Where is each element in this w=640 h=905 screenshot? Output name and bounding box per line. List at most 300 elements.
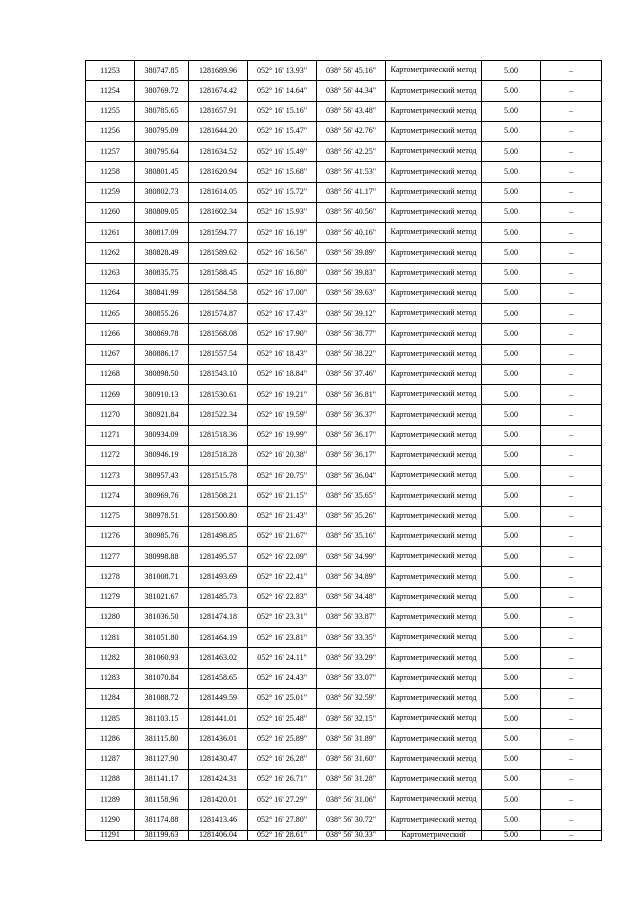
note-cell: – [541,344,602,364]
latitude-cell: 052° 16' 16.19" [248,223,317,243]
longitude-cell: 038° 56' 39.63" [317,283,386,303]
note-cell: – [541,182,602,202]
note-cell: – [541,405,602,425]
y-coordinate-cell: 1281495.57 [189,547,248,567]
y-coordinate-cell: 1281518.28 [189,445,248,465]
accuracy-cell: 5.00 [482,709,541,729]
longitude-cell: 038° 56' 39.83" [317,263,386,283]
accuracy-cell: 5.00 [482,243,541,263]
y-coordinate-cell: 1281485.73 [189,587,248,607]
y-coordinate-cell: 1281588.45 [189,263,248,283]
longitude-cell: 038° 56' 40.16" [317,223,386,243]
x-coordinate-cell: 380985.76 [135,526,189,546]
note-cell: – [541,688,602,708]
latitude-cell: 052° 16' 22.41" [248,567,317,587]
table-row [86,425,602,445]
note-cell: – [541,729,602,749]
method-cell: Картометрический метод [386,425,482,445]
y-coordinate-cell: 1281614.05 [189,182,248,202]
point-number-cell: 11278 [86,567,135,587]
y-coordinate-cell: 1281644.20 [189,121,248,141]
longitude-cell: 038° 56' 38.22" [317,344,386,364]
method-cell: Картометрический метод [386,81,482,101]
x-coordinate-cell: 380835.75 [135,263,189,283]
y-coordinate-cell: 1281689.96 [189,61,248,81]
x-coordinate-cell: 381021.67 [135,587,189,607]
longitude-cell: 038° 56' 34.89" [317,567,386,587]
note-cell: – [541,162,602,182]
latitude-cell: 052° 16' 17.90" [248,324,317,344]
longitude-cell: 038° 56' 39.89" [317,243,386,263]
method-cell: Картометрический метод [386,101,482,121]
point-number-cell: 11275 [86,506,135,526]
accuracy-cell: 5.00 [482,466,541,486]
method-cell: Картометрический метод [386,729,482,749]
method-cell: Картометрический метод [386,324,482,344]
x-coordinate-cell: 380946.19 [135,445,189,465]
latitude-cell: 052° 16' 19.21" [248,385,317,405]
x-coordinate-cell: 380969.76 [135,486,189,506]
table-row [86,385,602,405]
method-cell: Картометрический метод [386,263,482,283]
table-row [86,101,602,121]
note-cell: – [541,790,602,810]
point-number-cell: 11270 [86,405,135,425]
point-number-cell: 11276 [86,526,135,546]
y-coordinate-cell: 1281594.77 [189,223,248,243]
x-coordinate-cell: 380869.78 [135,324,189,344]
longitude-cell: 038° 56' 41.53" [317,162,386,182]
accuracy-cell: 5.00 [482,304,541,324]
table-row [86,830,602,840]
method-cell: Картометрический метод [386,466,482,486]
method-cell: Картометрический метод [386,405,482,425]
point-number-cell: 11290 [86,810,135,830]
note-cell: – [541,223,602,243]
x-coordinate-cell: 380817.09 [135,223,189,243]
table-row [86,263,602,283]
method-cell: Картометрический метод [386,749,482,769]
latitude-cell: 052° 16' 23.31" [248,607,317,627]
latitude-cell: 052° 16' 27.80" [248,810,317,830]
longitude-cell: 038° 56' 37.46" [317,364,386,384]
longitude-cell: 038° 56' 36.17" [317,445,386,465]
accuracy-cell: 5.00 [482,526,541,546]
accuracy-cell: 5.00 [482,324,541,344]
note-cell: – [541,486,602,506]
x-coordinate-cell: 380886.17 [135,344,189,364]
note-cell: – [541,142,602,162]
latitude-cell: 052° 16' 26.28" [248,749,317,769]
accuracy-cell: 5.00 [482,121,541,141]
table-row [86,749,602,769]
longitude-cell: 038° 56' 33.29" [317,648,386,668]
y-coordinate-cell: 1281500.80 [189,506,248,526]
table-row [86,81,602,101]
note-cell: – [541,628,602,648]
longitude-cell: 038° 56' 34.48" [317,587,386,607]
latitude-cell: 052° 16' 15.49" [248,142,317,162]
method-cell: Картометрический метод [386,648,482,668]
x-coordinate-cell: 380795.09 [135,121,189,141]
longitude-cell: 038° 56' 42.76" [317,121,386,141]
point-number-cell: 11281 [86,628,135,648]
accuracy-cell: 5.00 [482,101,541,121]
table-row [86,324,602,344]
note-cell: – [541,526,602,546]
longitude-cell: 038° 56' 34.99" [317,547,386,567]
accuracy-cell: 5.00 [482,790,541,810]
accuracy-cell: 5.00 [482,142,541,162]
y-coordinate-cell: 1281458.65 [189,668,248,688]
y-coordinate-cell: 1281568.08 [189,324,248,344]
x-coordinate-cell: 381051.80 [135,628,189,648]
note-cell: – [541,364,602,384]
longitude-cell: 038° 56' 33.87" [317,607,386,627]
point-number-cell: 11257 [86,142,135,162]
accuracy-cell: 5.00 [482,425,541,445]
table-row [86,688,602,708]
x-coordinate-cell: 381158.96 [135,790,189,810]
y-coordinate-cell: 1281620.94 [189,162,248,182]
accuracy-cell: 5.00 [482,81,541,101]
y-coordinate-cell: 1281430.47 [189,749,248,769]
longitude-cell: 038° 56' 36.37" [317,405,386,425]
accuracy-cell: 5.00 [482,405,541,425]
note-cell: – [541,61,602,81]
accuracy-cell: 5.00 [482,506,541,526]
accuracy-cell: 5.00 [482,182,541,202]
latitude-cell: 052° 16' 19.99" [248,425,317,445]
point-number-cell: 11286 [86,729,135,749]
y-coordinate-cell: 1281449.59 [189,688,248,708]
y-coordinate-cell: 1281518.36 [189,425,248,445]
method-cell: Картометрический метод [386,243,482,263]
point-number-cell: 11265 [86,304,135,324]
table-row [86,628,602,648]
point-number-cell: 11264 [86,283,135,303]
accuracy-cell: 5.00 [482,223,541,243]
method-cell: Картометрический метод [386,142,482,162]
latitude-cell: 052° 16' 16.80" [248,263,317,283]
latitude-cell: 052° 16' 22.09" [248,547,317,567]
accuracy-cell: 5.00 [482,830,541,840]
y-coordinate-cell: 1281522.34 [189,405,248,425]
point-number-cell: 11256 [86,121,135,141]
latitude-cell: 052° 16' 24.11" [248,648,317,668]
latitude-cell: 052° 16' 17.00" [248,283,317,303]
point-number-cell: 11271 [86,425,135,445]
accuracy-cell: 5.00 [482,385,541,405]
method-cell: Картометрический [386,830,482,840]
y-coordinate-cell: 1281557.54 [189,344,248,364]
x-coordinate-cell: 381115.80 [135,729,189,749]
table-row [86,142,602,162]
method-cell: Картометрический метод [386,162,482,182]
x-coordinate-cell: 380957.43 [135,466,189,486]
note-cell: – [541,385,602,405]
table-row [86,405,602,425]
point-number-cell: 11255 [86,101,135,121]
method-cell: Картометрический метод [386,506,482,526]
latitude-cell: 052° 16' 15.72" [248,182,317,202]
note-cell: – [541,607,602,627]
x-coordinate-cell: 381174.88 [135,810,189,830]
point-number-cell: 11277 [86,547,135,567]
note-cell: – [541,324,602,344]
longitude-cell: 038° 56' 30.33" [317,830,386,840]
latitude-cell: 052° 16' 25.01" [248,688,317,708]
point-number-cell: 11285 [86,709,135,729]
method-cell: Картометрический метод [386,587,482,607]
y-coordinate-cell: 1281436.01 [189,729,248,749]
point-number-cell: 11263 [86,263,135,283]
note-cell: – [541,587,602,607]
longitude-cell: 038° 56' 40.56" [317,202,386,222]
table-row [86,567,602,587]
table-row [86,466,602,486]
latitude-cell: 052° 16' 15.16" [248,101,317,121]
table-row [86,304,602,324]
method-cell: Картометрический метод [386,810,482,830]
longitude-cell: 038° 56' 33.35" [317,628,386,648]
point-number-cell: 11259 [86,182,135,202]
accuracy-cell: 5.00 [482,547,541,567]
note-cell: – [541,304,602,324]
y-coordinate-cell: 1281584.58 [189,283,248,303]
latitude-cell: 052° 16' 28.61" [248,830,317,840]
x-coordinate-cell: 381036.50 [135,607,189,627]
method-cell: Картометрический метод [386,688,482,708]
table-row [86,769,602,789]
accuracy-cell: 5.00 [482,607,541,627]
x-coordinate-cell: 381088.72 [135,688,189,708]
latitude-cell: 052° 16' 27.29" [248,790,317,810]
y-coordinate-cell: 1281406.04 [189,830,248,840]
note-cell: – [541,425,602,445]
accuracy-cell: 5.00 [482,628,541,648]
table-row [86,810,602,830]
longitude-cell: 038° 56' 35.16" [317,526,386,546]
accuracy-cell: 5.00 [482,162,541,182]
longitude-cell: 038° 56' 32.59" [317,688,386,708]
point-number-cell: 11266 [86,324,135,344]
note-cell: – [541,830,602,840]
coordinates-table [85,60,602,841]
note-cell: – [541,283,602,303]
table-row [86,162,602,182]
x-coordinate-cell: 381008.71 [135,567,189,587]
note-cell: – [541,121,602,141]
note-cell: – [541,243,602,263]
y-coordinate-cell: 1281498.85 [189,526,248,546]
table-row [86,61,602,81]
latitude-cell: 052° 16' 21.15" [248,486,317,506]
accuracy-cell: 5.00 [482,587,541,607]
x-coordinate-cell: 380978.51 [135,506,189,526]
latitude-cell: 052° 16' 17.43" [248,304,317,324]
note-cell: – [541,668,602,688]
y-coordinate-cell: 1281574.87 [189,304,248,324]
latitude-cell: 052° 16' 18.84" [248,364,317,384]
longitude-cell: 038° 56' 36.81" [317,385,386,405]
method-cell: Картометрический метод [386,547,482,567]
point-number-cell: 11274 [86,486,135,506]
note-cell: – [541,749,602,769]
table-row [86,547,602,567]
table-row [86,587,602,607]
table-row [86,243,602,263]
point-number-cell: 11269 [86,385,135,405]
table-row [86,182,602,202]
latitude-cell: 052° 16' 24.43" [248,668,317,688]
y-coordinate-cell: 1281464.19 [189,628,248,648]
accuracy-cell: 5.00 [482,445,541,465]
table-row [86,729,602,749]
accuracy-cell: 5.00 [482,688,541,708]
x-coordinate-cell: 381127.90 [135,749,189,769]
note-cell: – [541,547,602,567]
y-coordinate-cell: 1281413.46 [189,810,248,830]
longitude-cell: 038° 56' 45.16" [317,61,386,81]
latitude-cell: 052° 16' 13.93" [248,61,317,81]
x-coordinate-cell: 380801.45 [135,162,189,182]
x-coordinate-cell: 380769.72 [135,81,189,101]
method-cell: Картометрический метод [386,61,482,81]
point-number-cell: 11283 [86,668,135,688]
method-cell: Картометрический метод [386,182,482,202]
method-cell: Картометрический метод [386,567,482,587]
method-cell: Картометрический метод [386,526,482,546]
point-number-cell: 11267 [86,344,135,364]
longitude-cell: 038° 56' 43.48" [317,101,386,121]
point-number-cell: 11268 [86,364,135,384]
point-number-cell: 11261 [86,223,135,243]
accuracy-cell: 5.00 [482,364,541,384]
x-coordinate-cell: 380910.13 [135,385,189,405]
point-number-cell: 11280 [86,607,135,627]
method-cell: Картометрический метод [386,668,482,688]
point-number-cell: 11287 [86,749,135,769]
accuracy-cell: 5.00 [482,61,541,81]
longitude-cell: 038° 56' 36.17" [317,425,386,445]
latitude-cell: 052° 16' 26.71" [248,769,317,789]
y-coordinate-cell: 1281602.34 [189,202,248,222]
note-cell: – [541,81,602,101]
table-row [86,202,602,222]
point-number-cell: 11284 [86,688,135,708]
x-coordinate-cell: 381199.63 [135,830,189,840]
y-coordinate-cell: 1281424.31 [189,769,248,789]
longitude-cell: 038° 56' 38.77" [317,324,386,344]
x-coordinate-cell: 380898.50 [135,364,189,384]
longitude-cell: 038° 56' 41.17" [317,182,386,202]
note-cell: – [541,709,602,729]
longitude-cell: 038° 56' 35.26" [317,506,386,526]
accuracy-cell: 5.00 [482,749,541,769]
method-cell: Картометрический метод [386,202,482,222]
table-body [86,61,602,841]
x-coordinate-cell: 380795.64 [135,142,189,162]
table-row [86,364,602,384]
note-cell: – [541,263,602,283]
point-number-cell: 11272 [86,445,135,465]
table-row [86,668,602,688]
y-coordinate-cell: 1281420.01 [189,790,248,810]
latitude-cell: 052° 16' 15.47" [248,121,317,141]
y-coordinate-cell: 1281441.01 [189,709,248,729]
latitude-cell: 052° 16' 14.64" [248,81,317,101]
method-cell: Картометрический метод [386,385,482,405]
latitude-cell: 052° 16' 22.83" [248,587,317,607]
table-row [86,648,602,668]
longitude-cell: 038° 56' 36.04" [317,466,386,486]
point-number-cell: 11288 [86,769,135,789]
note-cell: – [541,810,602,830]
note-cell: – [541,202,602,222]
method-cell: Картометрический метод [386,769,482,789]
accuracy-cell: 5.00 [482,769,541,789]
x-coordinate-cell: 380934.09 [135,425,189,445]
method-cell: Картометрический метод [386,283,482,303]
x-coordinate-cell: 380747.85 [135,61,189,81]
method-cell: Картометрический метод [386,223,482,243]
longitude-cell: 038° 56' 44.34" [317,81,386,101]
table-row [86,709,602,729]
longitude-cell: 038° 56' 39.12" [317,304,386,324]
latitude-cell: 052° 16' 23.81" [248,628,317,648]
table-row [86,486,602,506]
latitude-cell: 052° 16' 18.43" [248,344,317,364]
note-cell: – [541,445,602,465]
note-cell: – [541,769,602,789]
y-coordinate-cell: 1281530.61 [189,385,248,405]
method-cell: Картометрический метод [386,364,482,384]
y-coordinate-cell: 1281515.78 [189,466,248,486]
latitude-cell: 052° 16' 19.59" [248,405,317,425]
table-row [86,607,602,627]
point-number-cell: 11258 [86,162,135,182]
y-coordinate-cell: 1281674.42 [189,81,248,101]
x-coordinate-cell: 380809.05 [135,202,189,222]
table-row [86,506,602,526]
accuracy-cell: 5.00 [482,283,541,303]
x-coordinate-cell: 381103.15 [135,709,189,729]
latitude-cell: 052° 16' 15.68" [248,162,317,182]
accuracy-cell: 5.00 [482,668,541,688]
y-coordinate-cell: 1281657.91 [189,101,248,121]
accuracy-cell: 5.00 [482,263,541,283]
method-cell: Картометрический метод [386,344,482,364]
method-cell: Картометрический метод [386,486,482,506]
longitude-cell: 038° 56' 31.89" [317,729,386,749]
x-coordinate-cell: 381070.84 [135,668,189,688]
x-coordinate-cell: 380828.49 [135,243,189,263]
longitude-cell: 038° 56' 33.07" [317,668,386,688]
accuracy-cell: 5.00 [482,810,541,830]
method-cell: Картометрический метод [386,628,482,648]
accuracy-cell: 5.00 [482,729,541,749]
point-number-cell: 11279 [86,587,135,607]
latitude-cell: 052° 16' 20.75" [248,466,317,486]
latitude-cell: 052° 16' 15.93" [248,202,317,222]
note-cell: – [541,101,602,121]
longitude-cell: 038° 56' 35.65" [317,486,386,506]
latitude-cell: 052° 16' 21.67" [248,526,317,546]
note-cell: – [541,567,602,587]
longitude-cell: 038° 56' 31.28" [317,769,386,789]
point-number-cell: 11291 [86,830,135,840]
